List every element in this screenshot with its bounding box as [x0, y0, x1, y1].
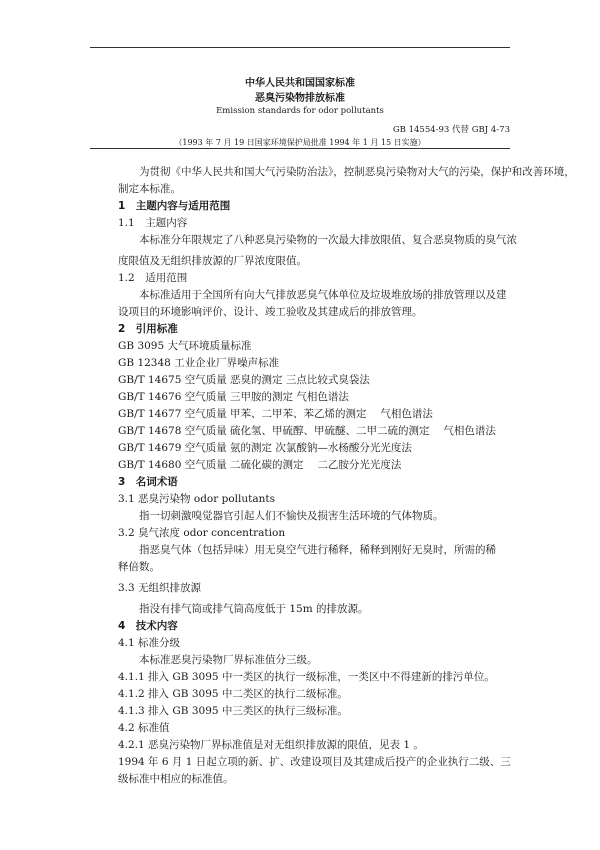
reference-item: GB/T 14677 空气质量 甲苯、二甲苯、苯乙烯的测定 气相色谱法: [118, 408, 433, 420]
section-4-1-heading: 4.1 标准分级: [118, 637, 181, 649]
approval-note: （1993 年 7 月 19 日国家环境保护局批准 1994 年 1 月 15 日实施）: [174, 138, 426, 147]
header-rule: [90, 148, 510, 149]
document-body: [118, 164, 575, 788]
section-4-1-3: 4.1.3 排入 GB 3095 中三类区的执行三级标准。: [118, 705, 348, 717]
section-3-3-heading: 3.3 无组织排放源: [118, 582, 202, 594]
section-3-1-heading: 3.1 恶臭污染物 odor pollutants: [118, 493, 275, 505]
section-1-heading: 1 主题内容与适用范围: [118, 200, 231, 212]
section-1-2-para-line-1: 本标准适用于全国所有向大气排放恶臭气体单位及垃圾堆放场的排放管理以及建: [139, 289, 507, 301]
section-3-1-para: 指一切刺激嗅觉器官引起人们不愉快及损害生活环境的气体物质。: [139, 510, 444, 522]
section-4-2-para-line-1: 1994 年 6 月 1 日起立项的新、扩、改建设项目及其建成后投产的企业执行二级、三: [118, 756, 511, 768]
section-3-2-para-line-2: 释倍数。: [118, 561, 160, 573]
section-4-1-para: 本标准恶臭污染物厂界标准值分三级。: [139, 654, 318, 666]
section-4-2-para-line-2: 级标准中相应的标准值。: [118, 773, 234, 785]
standard-number: GB 14554-93 代替 GBJ 4-73: [392, 125, 510, 135]
section-3-heading: 3 名词术语: [118, 476, 178, 488]
section-4-2-1: 4.2.1 恶臭污染物厂界标准值是对无组织排放源的限值，见表 1 。: [118, 739, 424, 751]
reference-item: GB/T 14679 空气质量 氨的测定 次氯酸钠—水杨酸分光光度法: [118, 442, 412, 454]
section-1-1-para-line-1: 本标准分年限规定了八种恶臭污染物的一次最大排放限值、复合恶臭物质的臭气浓: [139, 234, 517, 246]
title-national-standard: 中华人民共和国国家标准: [245, 78, 355, 89]
section-1-2-heading: 1.2 适用范围: [118, 272, 188, 284]
title-english: Emission standards for odor pollutants: [216, 106, 384, 116]
section-4-1-1: 4.1.1 排入 GB 3095 中一类区的执行一级标准，一类区中不得建新的排污单位。: [118, 671, 495, 683]
preface-line-2: 制定本标准。: [118, 183, 181, 195]
preface-line-1: 为贯彻《中华人民共和国大气污染防治法》，控制恶臭污染物对大气的污染，保护和改善环境，: [139, 166, 575, 178]
section-2-heading: 2 引用标准: [118, 323, 178, 335]
reference-item: GB/T 14680 空气质量 二硫化碳的测定 二乙胺分光光度法: [118, 459, 402, 471]
section-3-2-para-line-1: 指恶臭气体（包括异味）用无臭空气进行稀释，稀释到刚好无臭时，所需的稀: [139, 544, 496, 556]
reference-item: GB/T 14678 空气质量 硫化氢、甲硫醇、甲硫醚、二甲二硫的测定 气相色谱法: [118, 425, 496, 437]
section-1-2-para-line-2: 设项目的环境影响评价、设计、竣工验收及其建成后的排放管理。: [118, 306, 423, 318]
top-rule: [90, 47, 510, 48]
section-1-1-heading: 1.1 主题内容: [118, 217, 188, 229]
section-1-1-para-line-2: 度限值及无组织排放源的厂界浓度限值。: [118, 255, 307, 267]
reference-item: GB/T 14676 空气质量 三甲胺的测定 气相色谱法: [118, 391, 349, 403]
section-3-2-heading: 3.2 臭气浓度 odor concentration: [118, 527, 286, 539]
reference-item: GB 12348 工业企业厂界噪声标准: [118, 357, 280, 369]
section-4-2-heading: 4.2 标准值: [118, 722, 170, 734]
section-4-heading: 4 技术内容: [118, 620, 178, 632]
section-4-1-2: 4.1.2 排入 GB 3095 中二类区的执行二级标准。: [118, 688, 348, 700]
reference-item: GB 3095 大气环境质量标准: [118, 340, 252, 352]
title-standard-name: 恶臭污染物排放标准: [255, 93, 345, 104]
reference-item: GB/T 14675 空气质量 恶臭的测定 三点比较式臭袋法: [118, 374, 370, 386]
section-3-3-para: 指没有排气筒或排气筒高度低于 15m 的排放源。: [139, 603, 369, 615]
